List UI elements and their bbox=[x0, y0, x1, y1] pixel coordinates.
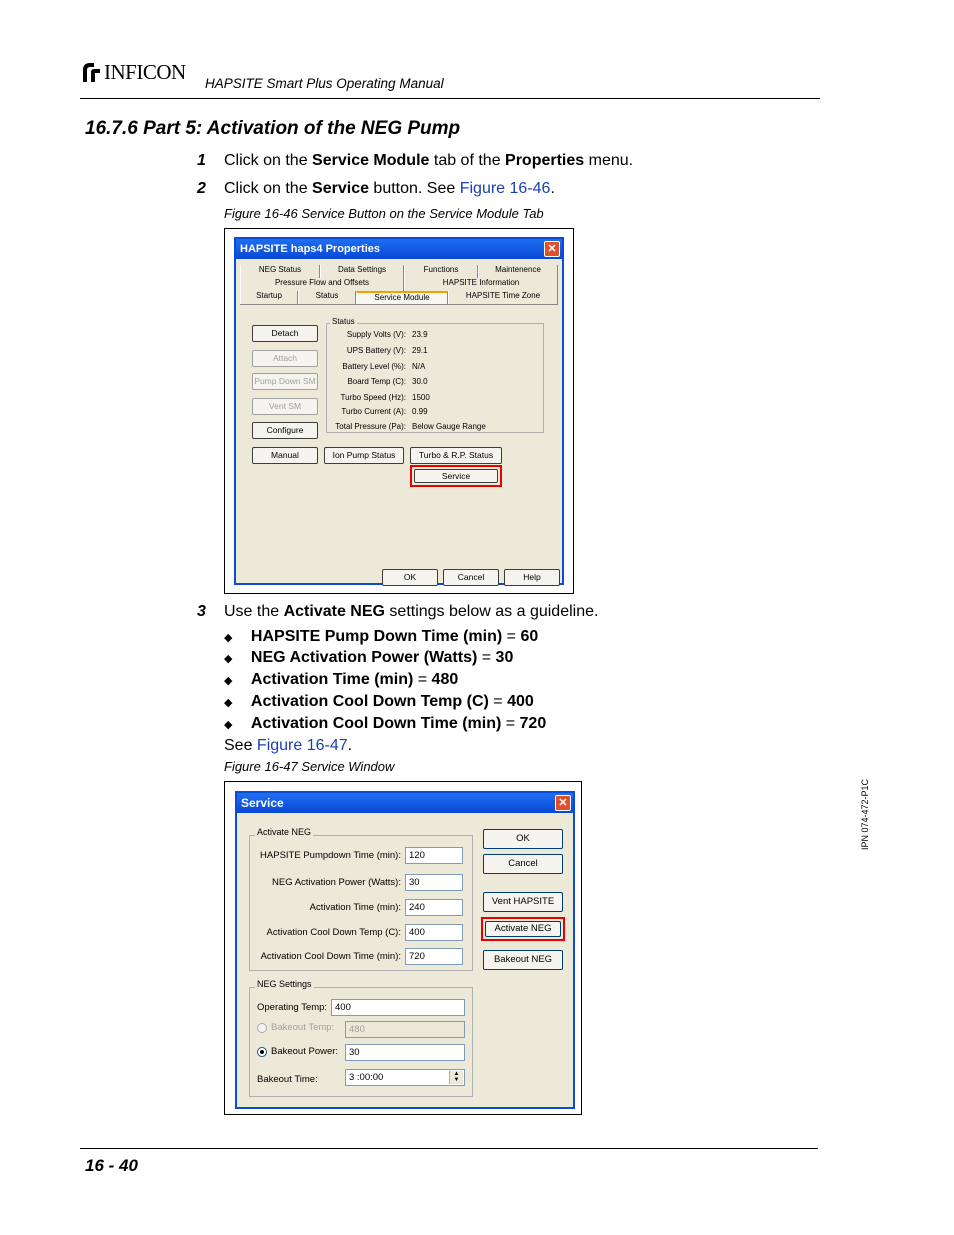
window-title: Service bbox=[241, 796, 284, 810]
manual-title: HAPSITE Smart Plus Operating Manual bbox=[205, 76, 444, 91]
time-spinner-icon[interactable]: ▲ ▼ bbox=[449, 1071, 463, 1084]
service-titlebar bbox=[237, 793, 573, 813]
diamond-bullet-icon: ◆ bbox=[224, 653, 233, 665]
bakeout-power-label: Bakeout Power: bbox=[271, 1046, 339, 1057]
section-title: 16.7.6 Part 5: Activation of the NEG Pump bbox=[85, 118, 461, 139]
vent-hapsite-button[interactable]: Vent HAPSITE bbox=[483, 892, 563, 912]
tab-pressure-flow[interactable]: Pressure Flow and Offsets bbox=[240, 278, 404, 291]
diamond-bullet-icon: ◆ bbox=[224, 697, 233, 709]
tabs-row-1 bbox=[240, 265, 558, 278]
status-label: Turbo Speed (Hz): bbox=[340, 393, 406, 402]
ipn-code: IPN 074-472-P1C bbox=[860, 778, 870, 850]
detach-button[interactable]: Detach bbox=[252, 325, 318, 342]
step-3 bbox=[197, 603, 206, 621]
tabs-row-2 bbox=[240, 278, 558, 291]
see-figure-text: See Figure 16-47. bbox=[224, 737, 353, 754]
field-label: Activation Cool Down Time (min): bbox=[260, 951, 401, 962]
diamond-bullet-icon: ◆ bbox=[224, 719, 233, 731]
status-value: 23.9 bbox=[412, 330, 428, 339]
step-3-text: Use the Activate NEG settings below as a guideline. bbox=[224, 603, 599, 620]
status-value: Below Gauge Range bbox=[412, 422, 486, 431]
tab-status[interactable]: Status bbox=[298, 291, 356, 304]
cancel-button[interactable]: Cancel bbox=[483, 854, 563, 874]
radio-dot-icon bbox=[260, 1050, 264, 1054]
bakeout-time-input[interactable]: 3 :00:00 ▲ ▼ bbox=[345, 1069, 465, 1086]
bakeout-temp-input[interactable]: 480 bbox=[345, 1021, 465, 1038]
step-1-text: Click on the Service Module tab of the Properties menu. bbox=[224, 152, 634, 169]
bullet-item: ◆ HAPSITE Pump Down Time (min) = 60 bbox=[224, 628, 539, 645]
bakeout-temp-label: Bakeout Temp: bbox=[271, 1022, 335, 1033]
bullet-item: ◆ Activation Time (min) = 480 bbox=[224, 671, 459, 688]
diamond-bullet-icon: ◆ bbox=[224, 675, 233, 687]
pump-down-sm-button[interactable]: Pump Down SM bbox=[252, 373, 318, 390]
ion-pump-status-button[interactable]: Ion Pump Status bbox=[324, 447, 404, 464]
field-label: NEG Activation Power (Watts): bbox=[272, 877, 401, 888]
properties-titlebar bbox=[236, 239, 562, 259]
figure-caption-16-47: Figure 16-47 Service Window bbox=[224, 759, 395, 774]
tab-hapsite-time-zone[interactable]: HAPSITE Time Zone bbox=[448, 291, 558, 304]
bakeout-power-input[interactable]: 30 bbox=[345, 1044, 465, 1061]
status-label: Total Pressure (Pa): bbox=[335, 422, 406, 431]
operating-temp-label: Operating Temp: bbox=[257, 1002, 328, 1013]
operating-temp-input[interactable]: 400 bbox=[331, 999, 465, 1016]
tabs-row-3 bbox=[240, 291, 558, 305]
status-label: Supply Volts (V): bbox=[346, 330, 406, 339]
step-number: 1 bbox=[197, 152, 206, 169]
tab-hapsite-information[interactable]: HAPSITE Information bbox=[404, 278, 558, 291]
ok-button[interactable]: OK bbox=[483, 829, 563, 849]
status-group-label: Status bbox=[332, 317, 355, 326]
inficon-logo-icon bbox=[80, 60, 102, 84]
field-label: Activation Time (min): bbox=[309, 902, 401, 913]
inficon-logo bbox=[80, 58, 186, 86]
tab-maintenence[interactable]: Maintenence bbox=[478, 265, 558, 278]
cancel-button[interactable]: Cancel bbox=[443, 569, 499, 586]
pumpdown-time-input[interactable]: 120 bbox=[405, 847, 463, 864]
footer-rule bbox=[80, 1148, 818, 1149]
activation-power-input[interactable]: 30 bbox=[405, 874, 463, 891]
cool-down-temp-input[interactable]: 400 bbox=[405, 924, 463, 941]
status-value: N/A bbox=[412, 362, 426, 371]
properties-window bbox=[234, 237, 564, 585]
activate-neg-button[interactable]: Activate NEG bbox=[485, 921, 561, 937]
tab-startup[interactable]: Startup bbox=[240, 291, 298, 304]
bullet-item: ◆ Activation Cool Down Time (min) = 720 bbox=[224, 715, 547, 732]
cool-down-time-input[interactable]: 720 bbox=[405, 948, 463, 965]
turbo-rp-status-button[interactable]: Turbo & R.P. Status bbox=[410, 447, 502, 464]
activate-neg-group-label: Activate NEG bbox=[257, 827, 312, 837]
status-value: 29.1 bbox=[412, 346, 428, 355]
close-icon[interactable]: ✕ bbox=[544, 241, 560, 257]
vent-sm-button[interactable]: Vent SM bbox=[252, 398, 318, 415]
bakeout-time-label: Bakeout Time: bbox=[257, 1074, 318, 1085]
configure-button[interactable]: Configure bbox=[252, 422, 318, 439]
status-label: Battery Level (%): bbox=[342, 362, 406, 371]
figure-caption-16-46: Figure 16-46 Service Button on the Service Module Tab bbox=[224, 206, 544, 221]
neg-settings-group-label: NEG Settings bbox=[257, 979, 312, 989]
figure-link[interactable]: Figure 16-47 bbox=[256, 737, 348, 754]
tab-functions[interactable]: Functions bbox=[404, 265, 478, 278]
bakeout-power-radio[interactable] bbox=[257, 1047, 267, 1057]
step-2-text: Click on the Service button. See Figure 16-46. bbox=[224, 180, 555, 197]
bakeout-neg-button[interactable]: Bakeout NEG bbox=[483, 950, 563, 970]
step-2 bbox=[197, 180, 206, 198]
field-label: Activation Cool Down Temp (C): bbox=[266, 927, 401, 938]
figure-16-46 bbox=[224, 228, 574, 594]
status-label: Board Temp (C): bbox=[347, 377, 406, 386]
tab-data-settings[interactable]: Data Settings bbox=[320, 265, 404, 278]
status-value: 30.0 bbox=[412, 377, 428, 386]
figure-16-47 bbox=[224, 781, 582, 1115]
step-number: 3 bbox=[197, 603, 206, 620]
tab-service-module[interactable]: Service Module bbox=[356, 291, 448, 304]
status-label: UPS Battery (V): bbox=[346, 346, 406, 355]
close-icon[interactable]: ✕ bbox=[555, 795, 571, 811]
status-value: 1500 bbox=[412, 393, 430, 402]
step-1 bbox=[197, 152, 206, 170]
activation-time-input[interactable]: 240 bbox=[405, 899, 463, 916]
page-number: 16 - 40 bbox=[85, 1156, 138, 1175]
figure-link[interactable]: Figure 16-46 bbox=[459, 180, 551, 197]
status-label: Turbo Current (A): bbox=[341, 407, 406, 416]
diamond-bullet-icon: ◆ bbox=[224, 632, 233, 644]
bakeout-temp-radio[interactable] bbox=[257, 1023, 267, 1033]
manual-button[interactable]: Manual bbox=[252, 447, 318, 464]
attach-button[interactable]: Attach bbox=[252, 350, 318, 367]
header-rule bbox=[80, 98, 820, 99]
step-number: 2 bbox=[197, 180, 206, 197]
window-title: HAPSITE haps4 Properties bbox=[240, 243, 380, 255]
bullet-item: ◆ NEG Activation Power (Watts) = 30 bbox=[224, 649, 514, 666]
tab-neg-status[interactable]: NEG Status bbox=[240, 265, 320, 278]
brand-name: INFICON bbox=[104, 59, 186, 84]
status-value: 0.99 bbox=[412, 407, 428, 416]
service-window bbox=[235, 791, 575, 1109]
service-button[interactable]: Service bbox=[414, 469, 498, 483]
ok-button[interactable]: OK bbox=[382, 569, 438, 586]
field-label: HAPSITE Pumpdown Time (min): bbox=[260, 850, 401, 861]
help-button[interactable]: Help bbox=[504, 569, 560, 586]
bullet-item: ◆ Activation Cool Down Temp (C) = 400 bbox=[224, 693, 534, 710]
